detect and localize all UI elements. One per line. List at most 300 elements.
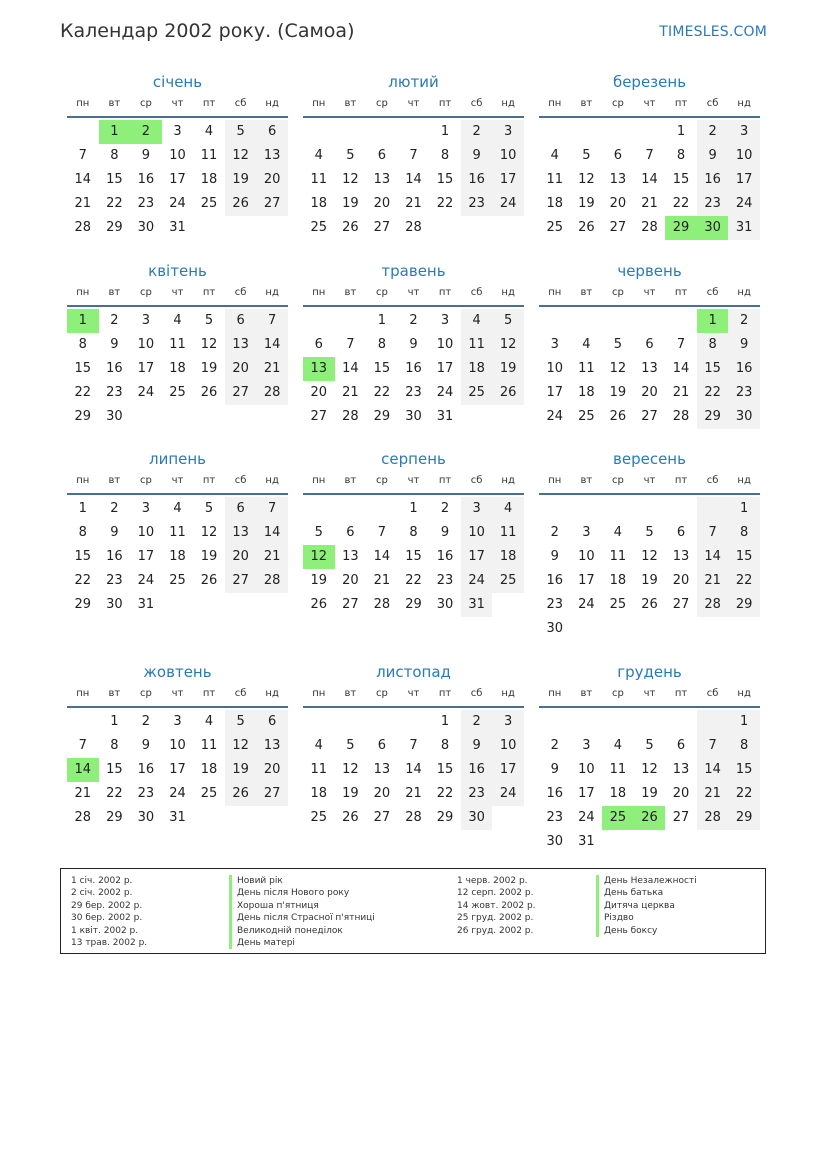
empty-cell bbox=[335, 120, 367, 144]
weekday-label: вт bbox=[344, 287, 357, 298]
day-cell: 24 bbox=[461, 569, 493, 593]
day-cell: 16 bbox=[546, 573, 564, 588]
day-cell: 23 bbox=[728, 381, 760, 405]
day-cell: 6 bbox=[676, 525, 686, 540]
day-cell: 5 bbox=[225, 120, 257, 144]
day-cell: 1 bbox=[728, 710, 760, 734]
weekday-label: нд bbox=[501, 98, 515, 109]
day-cell: 8 bbox=[728, 734, 760, 758]
day-cell: 21 bbox=[697, 782, 729, 806]
day-cell: 9 bbox=[110, 525, 119, 540]
day-cell: 7 bbox=[256, 309, 288, 333]
month-1 bbox=[67, 70, 288, 240]
weekday-header bbox=[303, 94, 524, 118]
day-cell: 29 bbox=[665, 216, 697, 240]
day-cell: 6 bbox=[346, 525, 355, 540]
day-cell: 23 bbox=[137, 196, 155, 211]
day-cell: 23 bbox=[461, 192, 493, 216]
month-name: травень bbox=[381, 262, 446, 280]
weekday-label: нд bbox=[737, 475, 751, 486]
week-row bbox=[67, 734, 288, 758]
day-cell: 12 bbox=[342, 172, 359, 187]
day-cell: 23 bbox=[106, 573, 123, 588]
day-cell: 1 bbox=[728, 497, 760, 521]
weekday-label: пн bbox=[548, 688, 562, 699]
week-row bbox=[303, 168, 524, 192]
weekday-label: вт bbox=[108, 287, 121, 298]
month-name: серпень bbox=[381, 450, 446, 468]
day-cell: 28 bbox=[405, 810, 422, 825]
day-cell: 11 bbox=[492, 521, 524, 545]
holiday-date: 25 груд. 2002 р. bbox=[457, 913, 534, 924]
empty-cell bbox=[461, 405, 493, 429]
weekday-label: пн bbox=[548, 98, 562, 109]
day-cell: 9 bbox=[550, 762, 559, 777]
empty-cell bbox=[492, 216, 524, 240]
empty-cell bbox=[461, 216, 493, 240]
week-row bbox=[539, 758, 760, 782]
week-row bbox=[303, 545, 524, 569]
day-cell: 3 bbox=[582, 738, 591, 753]
day-cell: 23 bbox=[546, 597, 564, 612]
day-cell: 13 bbox=[342, 549, 359, 564]
weekday-label: чт bbox=[407, 475, 420, 486]
day-cell: 15 bbox=[728, 545, 760, 569]
day-cell: 4 bbox=[550, 148, 559, 163]
weekday-label: ср bbox=[375, 98, 388, 109]
day-cell: 2 bbox=[461, 120, 493, 144]
day-cell: 24 bbox=[169, 196, 186, 211]
day-cell: 13 bbox=[256, 144, 288, 168]
weekday-label: пт bbox=[674, 475, 688, 486]
day-cell: 7 bbox=[256, 497, 288, 521]
day-cell: 15 bbox=[697, 357, 729, 381]
day-cell: 15 bbox=[436, 172, 454, 187]
day-cell: 26 bbox=[609, 409, 627, 424]
day-cell: 26 bbox=[342, 220, 359, 235]
empty-cell bbox=[571, 120, 603, 144]
day-cell: 24 bbox=[492, 192, 524, 216]
day-cell: 25 bbox=[169, 573, 186, 588]
day-cell: 29 bbox=[106, 810, 123, 825]
day-cell: 12 bbox=[303, 545, 335, 569]
week-row bbox=[539, 593, 760, 617]
week-row bbox=[303, 806, 524, 830]
month-name: квітень bbox=[148, 262, 207, 280]
week-row bbox=[539, 734, 760, 758]
day-cell: 6 bbox=[225, 309, 257, 333]
weekday-label: сб bbox=[470, 98, 483, 109]
day-cell: 5 bbox=[346, 148, 355, 163]
day-cell: 26 bbox=[225, 192, 257, 216]
holiday-date: 12 серп. 2002 р. bbox=[457, 888, 534, 899]
day-cell: 13 bbox=[672, 549, 690, 564]
day-cell: 22 bbox=[697, 381, 729, 405]
day-cell: 25 bbox=[609, 597, 627, 612]
day-cell: 27 bbox=[342, 597, 359, 612]
day-cell: 24 bbox=[578, 597, 595, 612]
day-cell: 7 bbox=[645, 148, 654, 163]
day-cell: 24 bbox=[578, 810, 595, 825]
month-7 bbox=[67, 447, 288, 617]
day-cell: 4 bbox=[204, 714, 214, 729]
day-cell: 30 bbox=[106, 409, 123, 424]
weekday-label: ср bbox=[375, 475, 388, 486]
weekday-label: чт bbox=[407, 98, 420, 109]
day-cell: 7 bbox=[377, 525, 387, 540]
weekday-label: чт bbox=[171, 98, 184, 109]
week-row bbox=[303, 120, 524, 144]
day-cell: 24 bbox=[546, 409, 564, 424]
empty-cell bbox=[492, 806, 524, 830]
day-cell: 8 bbox=[78, 525, 87, 540]
day-cell: 26 bbox=[342, 810, 359, 825]
weekday-label: нд bbox=[265, 688, 279, 699]
weekday-label: нд bbox=[265, 287, 279, 298]
day-cell: 10 bbox=[546, 361, 564, 376]
day-cell: 30 bbox=[546, 621, 564, 636]
empty-cell bbox=[67, 710, 99, 734]
day-cell: 11 bbox=[310, 762, 328, 777]
day-cell: 22 bbox=[728, 782, 760, 806]
day-cell: 1 bbox=[676, 124, 686, 139]
weekday-label: сб bbox=[470, 688, 483, 699]
page-title: Календар 2002 року. (Самоа) bbox=[60, 20, 355, 42]
day-cell: 10 bbox=[436, 337, 454, 352]
weekday-label: пт bbox=[202, 688, 216, 699]
week-row bbox=[539, 806, 760, 830]
weekday-header bbox=[303, 471, 524, 495]
empty-cell bbox=[256, 405, 288, 429]
day-cell: 3 bbox=[461, 497, 493, 521]
day-cell: 17 bbox=[578, 573, 595, 588]
empty-cell bbox=[665, 309, 697, 333]
day-cell: 27 bbox=[641, 409, 658, 424]
day-cell: 6 bbox=[256, 120, 288, 144]
day-cell: 5 bbox=[613, 337, 623, 352]
empty-cell bbox=[571, 710, 603, 734]
holiday-name: Новий рік bbox=[229, 875, 375, 887]
day-cell: 8 bbox=[110, 738, 119, 753]
month-name: вересень bbox=[613, 450, 686, 468]
week-row bbox=[303, 521, 524, 545]
week-row bbox=[67, 357, 288, 381]
week-row bbox=[539, 309, 760, 333]
empty-cell bbox=[602, 710, 634, 734]
week-row bbox=[67, 309, 288, 333]
day-cell: 31 bbox=[461, 593, 493, 617]
empty-cell bbox=[256, 593, 288, 617]
day-cell: 17 bbox=[461, 545, 493, 569]
day-cell: 2 bbox=[110, 501, 119, 516]
day-cell: 20 bbox=[672, 573, 690, 588]
day-cell: 5 bbox=[204, 313, 214, 328]
day-cell: 8 bbox=[676, 148, 686, 163]
holiday-name: День після Страсної п'ятниці bbox=[229, 912, 375, 924]
day-cell: 20 bbox=[310, 385, 328, 400]
weekday-label: пт bbox=[674, 98, 688, 109]
weekday-header bbox=[67, 471, 288, 495]
empty-cell bbox=[335, 309, 367, 333]
day-cell: 14 bbox=[672, 361, 690, 376]
day-cell: 25 bbox=[461, 381, 493, 405]
day-cell: 30 bbox=[697, 216, 729, 240]
day-cell: 1 bbox=[67, 309, 99, 333]
day-cell: 18 bbox=[169, 549, 186, 564]
day-cell: 11 bbox=[310, 172, 328, 187]
day-cell: 14 bbox=[74, 172, 92, 187]
day-cell: 29 bbox=[106, 220, 123, 235]
month-11 bbox=[303, 660, 524, 830]
weekday-header bbox=[539, 684, 760, 708]
day-cell: 24 bbox=[169, 786, 186, 801]
day-cell: 28 bbox=[256, 569, 288, 593]
day-cell: 11 bbox=[200, 738, 218, 753]
day-cell: 29 bbox=[74, 409, 92, 424]
day-cell: 24 bbox=[137, 385, 155, 400]
day-cell: 5 bbox=[225, 710, 257, 734]
day-cell: 6 bbox=[256, 710, 288, 734]
empty-cell bbox=[225, 216, 257, 240]
day-cell: 16 bbox=[461, 758, 493, 782]
day-cell: 7 bbox=[409, 148, 418, 163]
day-cell: 12 bbox=[609, 361, 627, 376]
weekday-label: чт bbox=[643, 287, 656, 298]
weekday-label: сб bbox=[470, 287, 483, 298]
empty-cell bbox=[429, 216, 461, 240]
empty-cell bbox=[665, 830, 697, 854]
day-cell: 14 bbox=[256, 333, 288, 357]
day-cell: 9 bbox=[110, 337, 119, 352]
month-3 bbox=[539, 70, 760, 240]
day-cell: 6 bbox=[377, 148, 387, 163]
day-cell: 16 bbox=[137, 172, 155, 187]
week-row bbox=[539, 168, 760, 192]
day-cell: 8 bbox=[440, 738, 450, 753]
day-cell: 19 bbox=[492, 357, 524, 381]
day-cell: 1 bbox=[697, 309, 729, 333]
day-cell: 30 bbox=[728, 405, 760, 429]
day-cell: 7 bbox=[697, 734, 729, 758]
day-cell: 2 bbox=[697, 120, 729, 144]
day-cell: 11 bbox=[200, 148, 218, 163]
week-row bbox=[539, 521, 760, 545]
day-cell: 4 bbox=[173, 501, 182, 516]
weekday-label: пн bbox=[312, 688, 326, 699]
day-cell: 21 bbox=[256, 545, 288, 569]
week-row bbox=[539, 782, 760, 806]
day-cell: 4 bbox=[173, 313, 182, 328]
day-cell: 17 bbox=[169, 762, 186, 777]
weekday-header bbox=[303, 283, 524, 307]
weekday-label: ср bbox=[611, 98, 624, 109]
day-cell: 4 bbox=[461, 309, 493, 333]
weekday-label: пт bbox=[202, 287, 216, 298]
week-row bbox=[539, 545, 760, 569]
day-cell: 6 bbox=[645, 337, 654, 352]
day-cell: 23 bbox=[461, 782, 493, 806]
week-row bbox=[539, 405, 760, 429]
day-cell: 20 bbox=[256, 758, 288, 782]
day-cell: 11 bbox=[609, 549, 627, 564]
weekday-label: пн bbox=[548, 475, 562, 486]
empty-cell bbox=[366, 120, 398, 144]
day-cell: 10 bbox=[137, 337, 155, 352]
day-cell: 9 bbox=[440, 525, 450, 540]
month-name: грудень bbox=[617, 663, 682, 681]
holiday-date: 13 трав. 2002 р. bbox=[71, 937, 148, 948]
day-cell: 21 bbox=[373, 573, 391, 588]
weekday-label: вт bbox=[344, 688, 357, 699]
day-cell: 30 bbox=[436, 597, 454, 612]
day-cell: 21 bbox=[256, 357, 288, 381]
empty-cell bbox=[303, 120, 335, 144]
day-cell: 3 bbox=[141, 313, 151, 328]
day-cell: 28 bbox=[697, 593, 729, 617]
day-cell: 12 bbox=[578, 172, 595, 187]
holiday-name: Хороша п'ятниця bbox=[229, 900, 375, 912]
empty-cell bbox=[303, 497, 335, 521]
day-cell: 15 bbox=[74, 361, 92, 376]
month-name: січень bbox=[152, 73, 203, 91]
day-cell: 19 bbox=[342, 196, 359, 211]
weekday-label: вт bbox=[580, 98, 593, 109]
day-cell: 25 bbox=[310, 810, 328, 825]
week-row bbox=[303, 405, 524, 429]
day-cell: 25 bbox=[200, 786, 218, 801]
day-cell: 25 bbox=[602, 806, 634, 830]
weekday-header bbox=[67, 684, 288, 708]
day-cell: 31 bbox=[169, 810, 186, 825]
weekday-label: ср bbox=[139, 287, 152, 298]
day-cell: 19 bbox=[609, 385, 627, 400]
day-cell: 3 bbox=[550, 337, 559, 352]
week-row bbox=[303, 381, 524, 405]
day-cell: 19 bbox=[225, 168, 257, 192]
day-cell: 11 bbox=[169, 337, 186, 352]
weekday-label: ср bbox=[139, 475, 152, 486]
empty-cell bbox=[303, 309, 335, 333]
site-brand-link[interactable]: TIMESLES.COM bbox=[659, 24, 767, 40]
day-cell: 11 bbox=[609, 762, 627, 777]
week-row bbox=[539, 569, 760, 593]
day-cell: 15 bbox=[74, 549, 92, 564]
day-cell: 26 bbox=[641, 597, 658, 612]
empty-cell bbox=[571, 497, 603, 521]
empty-cell bbox=[398, 120, 430, 144]
day-cell: 22 bbox=[405, 573, 422, 588]
empty-cell bbox=[602, 617, 634, 641]
day-cell: 5 bbox=[492, 309, 524, 333]
weekday-label: пн bbox=[548, 287, 562, 298]
day-cell: 22 bbox=[106, 196, 123, 211]
day-cell: 16 bbox=[546, 786, 564, 801]
day-cell: 2 bbox=[550, 525, 559, 540]
holiday-name: Різдво bbox=[596, 912, 697, 924]
week-row bbox=[67, 381, 288, 405]
day-cell: 17 bbox=[728, 168, 760, 192]
day-cell: 13 bbox=[373, 172, 391, 187]
day-cell: 18 bbox=[492, 545, 524, 569]
day-cell: 26 bbox=[634, 806, 666, 830]
day-cell: 4 bbox=[204, 124, 214, 139]
week-row bbox=[67, 710, 288, 734]
day-cell: 26 bbox=[492, 381, 524, 405]
day-cell: 14 bbox=[697, 545, 729, 569]
day-cell: 17 bbox=[492, 758, 524, 782]
day-cell: 28 bbox=[697, 806, 729, 830]
weekday-header bbox=[539, 471, 760, 495]
holiday-date: 14 жовт. 2002 р. bbox=[457, 900, 536, 911]
empty-cell bbox=[665, 710, 697, 734]
day-cell: 15 bbox=[106, 762, 123, 777]
day-cell: 25 bbox=[200, 196, 218, 211]
week-row bbox=[67, 593, 288, 617]
day-cell: 21 bbox=[697, 569, 729, 593]
day-cell: 17 bbox=[436, 361, 454, 376]
day-cell: 10 bbox=[578, 549, 595, 564]
day-cell: 19 bbox=[310, 573, 328, 588]
weekday-label: ср bbox=[611, 287, 624, 298]
week-row bbox=[67, 333, 288, 357]
week-row bbox=[67, 168, 288, 192]
day-cell: 21 bbox=[342, 385, 359, 400]
empty-cell bbox=[193, 216, 225, 240]
week-row bbox=[67, 144, 288, 168]
day-cell: 16 bbox=[106, 361, 123, 376]
weekday-label: нд bbox=[501, 287, 515, 298]
legend-names-left bbox=[229, 875, 375, 949]
week-row bbox=[67, 497, 288, 521]
day-cell: 8 bbox=[110, 148, 119, 163]
day-cell: 19 bbox=[200, 549, 218, 564]
week-row bbox=[539, 617, 760, 641]
day-cell: 6 bbox=[377, 738, 387, 753]
day-cell: 16 bbox=[697, 168, 729, 192]
weekday-label: сб bbox=[706, 98, 719, 109]
week-row bbox=[303, 782, 524, 806]
day-cell: 20 bbox=[672, 786, 690, 801]
month-name: червень bbox=[617, 262, 682, 280]
empty-cell bbox=[193, 806, 225, 830]
day-cell: 19 bbox=[225, 758, 257, 782]
day-cell: 2 bbox=[141, 714, 151, 729]
day-cell: 17 bbox=[169, 172, 186, 187]
day-cell: 28 bbox=[74, 220, 92, 235]
empty-cell bbox=[602, 309, 634, 333]
day-cell: 5 bbox=[645, 738, 654, 753]
weekday-label: сб bbox=[234, 475, 247, 486]
day-cell: 11 bbox=[578, 361, 595, 376]
day-cell: 9 bbox=[409, 337, 418, 352]
weekday-label: пн bbox=[312, 475, 326, 486]
day-cell: 20 bbox=[609, 196, 627, 211]
weekday-label: сб bbox=[706, 688, 719, 699]
day-cell: 16 bbox=[405, 361, 422, 376]
day-cell: 12 bbox=[342, 762, 359, 777]
day-cell: 12 bbox=[225, 144, 257, 168]
day-cell: 22 bbox=[436, 786, 454, 801]
day-cell: 1 bbox=[377, 313, 387, 328]
holiday-date: 30 бер. 2002 р. bbox=[71, 913, 143, 924]
day-cell: 15 bbox=[728, 758, 760, 782]
day-cell: 29 bbox=[728, 806, 760, 830]
day-cell: 18 bbox=[310, 786, 328, 801]
day-cell: 16 bbox=[106, 549, 123, 564]
day-cell: 21 bbox=[641, 196, 658, 211]
day-cell: 24 bbox=[492, 782, 524, 806]
empty-cell bbox=[162, 405, 194, 429]
